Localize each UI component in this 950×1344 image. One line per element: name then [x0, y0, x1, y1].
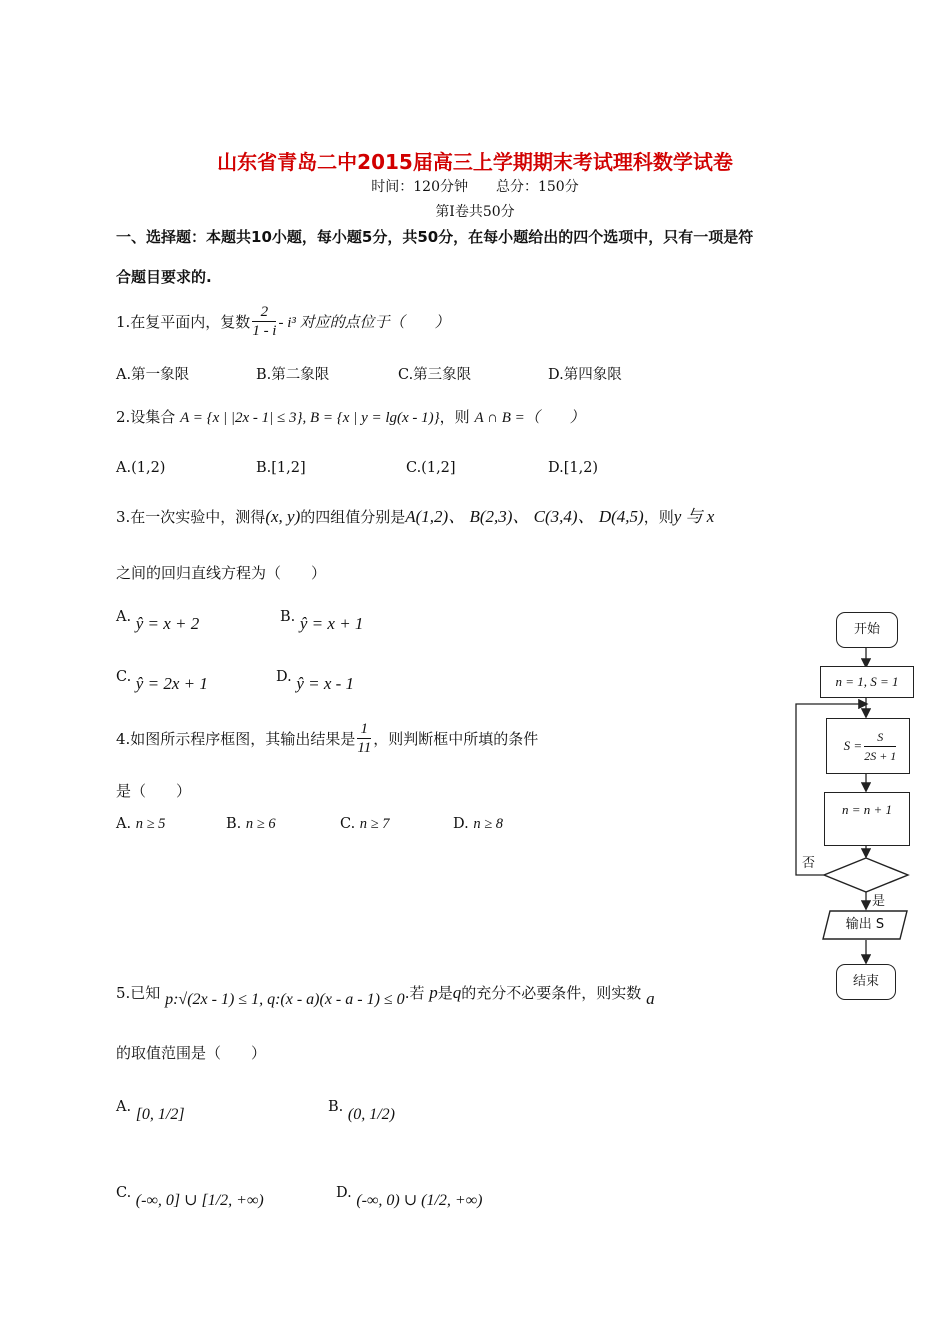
q4-option-a-cond: n ≥ 5: [135, 816, 166, 832]
q5-suffix: 的充分不必要条件，则实数: [461, 984, 642, 1002]
q4-suffix: ，则判断框中所填的条件: [373, 730, 539, 748]
flow-end: 结束: [836, 964, 896, 1000]
q5-line2: 的取值范围是（ ）: [116, 1044, 267, 1062]
q5-option-c: [116, 1182, 264, 1209]
q3-mid: 的四组值分别是: [300, 508, 406, 526]
question-1: [116, 303, 450, 340]
q1-option-c: C.第三象限: [398, 367, 472, 383]
q5-option-c-expr: (-∞, 0] ∪ [1/2, +∞): [135, 1192, 264, 1209]
q4-frac-den: 11: [357, 740, 372, 756]
question-4: [116, 720, 538, 757]
q3-option-c-label: C.: [116, 669, 132, 685]
q5-option-b: [328, 1098, 395, 1123]
q1-fraction: [252, 303, 276, 340]
q3-option-c-eq: ŷ = 2x + 1: [135, 674, 208, 693]
q4-option-b-label: B.: [226, 816, 242, 832]
q4-fraction: [357, 720, 371, 757]
q5-option-a-expr: [0, 1/2]: [135, 1106, 185, 1123]
decision-diamond: [824, 858, 908, 892]
q3-option-a: [116, 606, 200, 633]
q4-option-a-label: A.: [116, 816, 132, 832]
q3-option-b-label: B.: [280, 609, 296, 625]
q4-option-b-cond: n ≥ 6: [245, 816, 276, 832]
question-2: [116, 406, 585, 427]
q4-option-c: [340, 816, 390, 833]
q2-option-c: C.(1,2]: [406, 460, 456, 476]
q1-option-b: B.第二象限: [256, 367, 330, 383]
q4-option-a: [116, 816, 165, 833]
q5-option-d-expr: (-∞, 0) ∪ (1/2, +∞): [356, 1192, 483, 1209]
q3-vars: y 与 x: [673, 507, 715, 526]
flow-output-label: 输出 S: [845, 917, 885, 932]
q2-option-d: D.[1,2): [548, 460, 599, 476]
q5-prefix: 5.已知: [116, 984, 161, 1002]
q4-frac-num: 1: [357, 720, 371, 739]
q4-option-c-label: C.: [340, 816, 356, 832]
q3-line2: 之间的回归直线方程为（ ）: [116, 564, 327, 582]
q4-option-d: [453, 816, 503, 833]
q3-option-b-eq: ŷ = x + 1: [299, 614, 364, 633]
question-3: [116, 502, 714, 527]
flow-increment: n = n + 1: [824, 792, 910, 846]
section-heading-line1: 一、选择题：本题共10小题，每小题5分，共50分，在每小题给出的四个选项中，只有一项是符: [116, 228, 754, 246]
q2-suffix: ，则: [439, 408, 470, 426]
q3-option-d: [276, 666, 355, 693]
q2-prefix: 2.设集合: [116, 408, 176, 426]
q5-option-a: [116, 1098, 185, 1123]
flow-output: [822, 910, 908, 940]
flow-assign-den: 2S + 1: [864, 748, 897, 763]
q3-option-b: [280, 606, 364, 633]
flow-assign-num: S: [864, 728, 896, 747]
q5-var-q: q: [452, 983, 462, 1002]
q4-option-b: [226, 816, 276, 833]
q1-frac-num: 2: [252, 303, 276, 322]
flow-no-label: 否: [802, 856, 816, 871]
q5-option-b-expr: (0, 1/2): [347, 1106, 395, 1123]
q1-prefix: 1.在复平面内，复数: [116, 313, 251, 331]
page-title: 山东省青岛二中2015届高三上学期期末考试理科数学试卷: [217, 150, 733, 174]
flow-yes-label: 是: [872, 894, 886, 909]
q5-option-d: [336, 1182, 483, 1209]
q5-option-d-label: D.: [336, 1185, 352, 1201]
q3-prefix: 3.在一次实验中，测得: [116, 508, 266, 526]
question-5: [116, 982, 655, 1008]
time-score-line: 时间：120分钟 总分：150分: [371, 179, 579, 195]
flowchart: [790, 600, 930, 1020]
q1-after: - i³ 对应的点位于（ ）: [278, 315, 450, 331]
q5-var-p: p: [429, 983, 438, 1002]
q3-option-a-eq: ŷ = x + 2: [135, 614, 200, 633]
flow-assign-fraction: [864, 728, 896, 765]
flow-start: 开始: [836, 612, 898, 648]
q2-expr2: A ∩ B =（ ）: [474, 410, 585, 426]
q4-option-d-cond: n ≥ 8: [473, 816, 504, 832]
q4-line2: 是（ ）: [116, 782, 192, 800]
flow-assign-lhs: S =: [843, 738, 863, 753]
q5-option-b-label: B.: [328, 1099, 344, 1115]
q5-option-c-label: C.: [116, 1185, 132, 1201]
flow-assign: [826, 718, 910, 774]
q5-option-a-label: A.: [116, 1099, 132, 1115]
q2-expr: A = {x | |2x - 1| ≤ 3}, B = {x | y = lg(x - 1)}: [180, 410, 440, 426]
q5-mid: .若: [404, 984, 425, 1002]
q3-option-d-eq: ŷ = x - 1: [296, 674, 355, 693]
volume-line: 第Ⅰ卷共50分: [435, 204, 515, 220]
section-heading-line2: 合题目要求的.: [116, 268, 212, 286]
q1-option-d: D.第四象限: [548, 367, 622, 383]
q2-option-a: A.(1,2): [116, 460, 166, 476]
q2-option-b: B.[1,2]: [256, 460, 306, 476]
q4-option-d-label: D.: [453, 816, 469, 832]
flow-init: n = 1, S = 1: [820, 666, 914, 698]
q3-option-c: [116, 666, 208, 693]
q5-var-a: a: [646, 989, 655, 1008]
q5-expr: p:√(2x - 1) ≤ 1, q:(x - a)(x - a - 1) ≤ 0: [165, 991, 405, 1008]
q4-prefix: 4.如图所示程序框图，其输出结果是: [116, 730, 356, 748]
q1-frac-den: 1 - i: [252, 323, 277, 339]
q3-suffix: ，则: [643, 508, 674, 526]
q4-option-c-cond: n ≥ 7: [359, 816, 390, 832]
q5-is: 是: [437, 984, 453, 1002]
q3-pair: (x, y): [265, 507, 301, 526]
q3-points: A(1,2)、 B(2,3)、 C(3,4)、 D(4,5): [405, 507, 644, 526]
q3-option-a-label: A.: [116, 609, 132, 625]
q1-option-a: A.第一象限: [116, 367, 190, 383]
q3-option-d-label: D.: [276, 669, 292, 685]
